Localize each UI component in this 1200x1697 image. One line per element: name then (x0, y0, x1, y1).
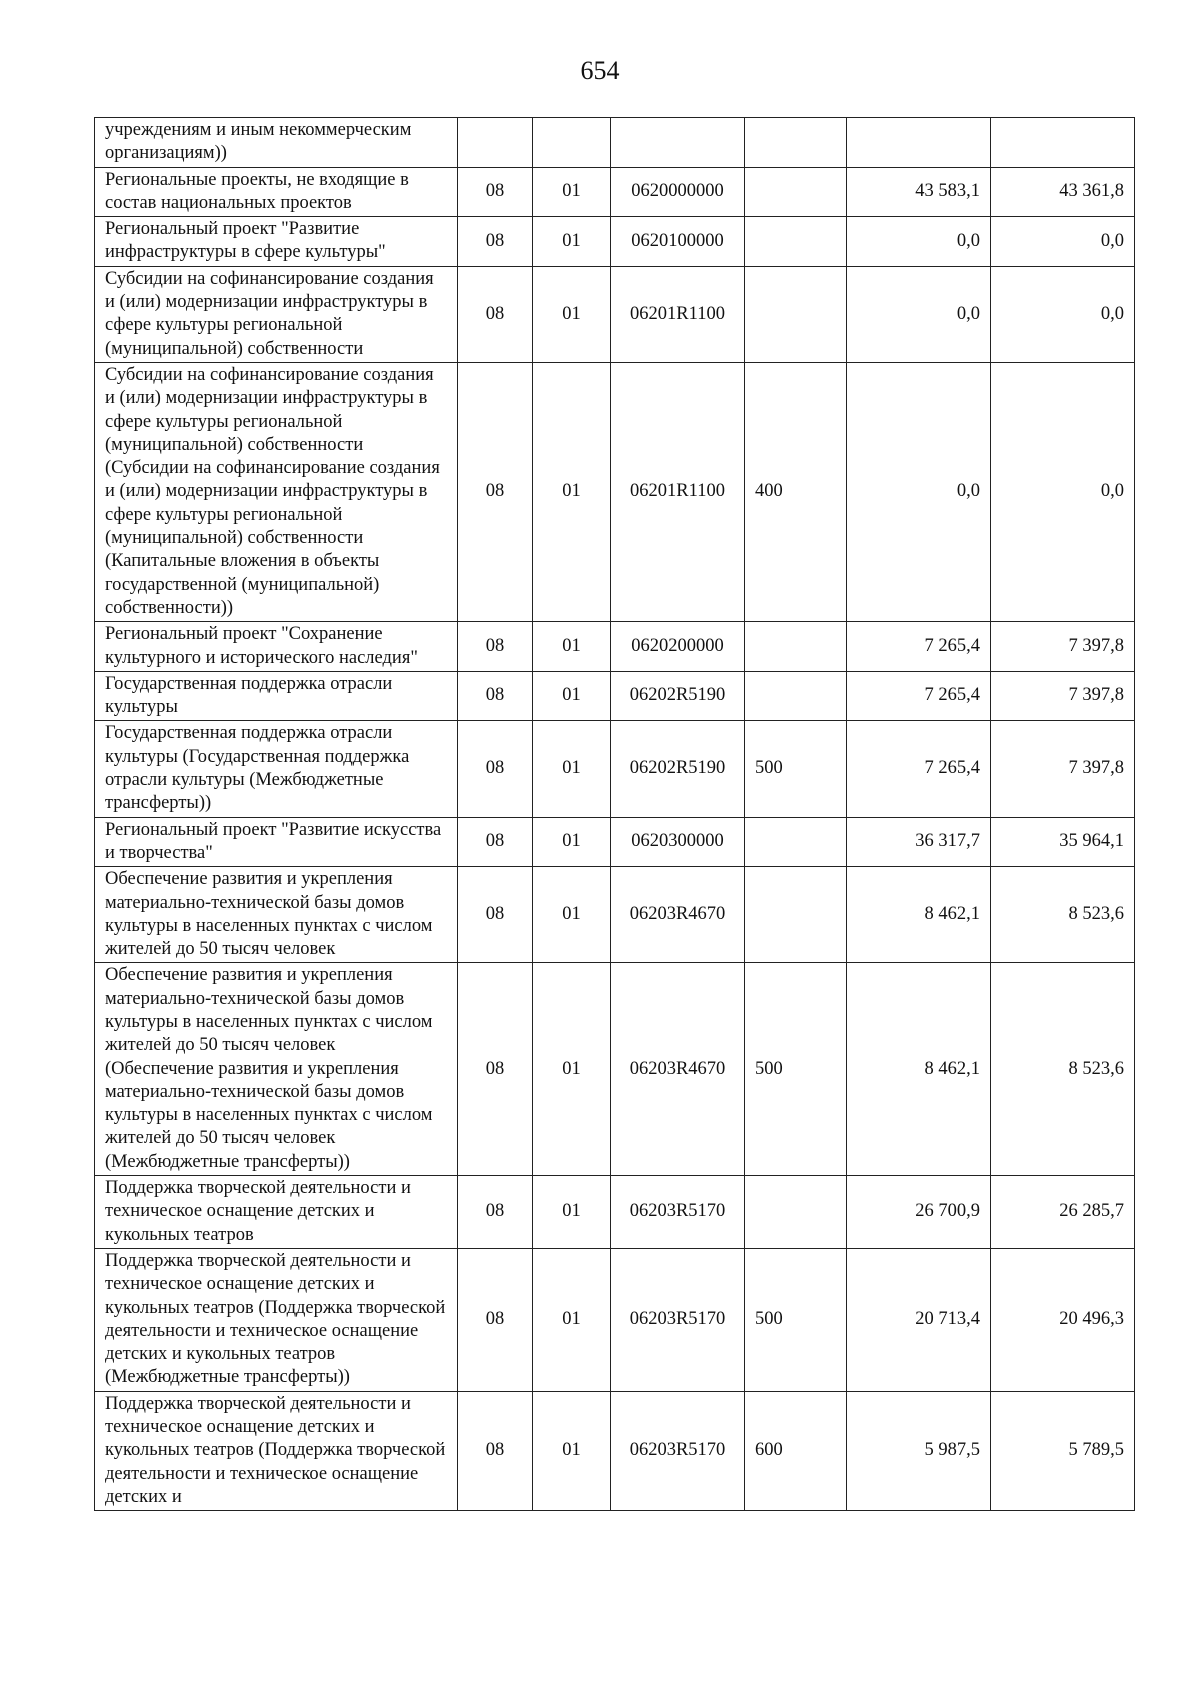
row-expense-type: 500 (745, 963, 847, 1176)
row-target-article: 06203R5170 (611, 1176, 745, 1249)
row-section: 08 (458, 1391, 533, 1510)
row-expense-type: 500 (745, 721, 847, 817)
row-name: Субсидии на софинансирование создания и (или) модернизации инфраструктуры в сфере культуры региональной (муниципальной) собственности (Субсидии на софинансирование создания и (или) модернизации инфраструктуры в сфере культуры региональной (муниципальной) собственности (Капитальные вложения в объекты государственной (муниципальной) собственности)) (95, 362, 458, 621)
row-section: 08 (458, 167, 533, 217)
table-row (95, 1248, 1135, 1391)
row-name: Региональные проекты, не входящие в состав национальных проектов (95, 167, 458, 217)
table-row (95, 266, 1135, 362)
row-amount-1: 7 265,4 (847, 622, 991, 672)
row-section: 08 (458, 963, 533, 1176)
table-row (95, 118, 1135, 168)
row-expense-type (745, 817, 847, 867)
row-target-article: 06203R4670 (611, 963, 745, 1176)
row-name: Региональный проект "Развитие инфраструктуры в сфере культуры" (95, 217, 458, 267)
table-row (95, 1391, 1135, 1510)
row-expense-type (745, 671, 847, 721)
row-amount-2: 0,0 (991, 362, 1135, 621)
row-amount-2: 8 523,6 (991, 963, 1135, 1176)
row-amount-2: 26 285,7 (991, 1176, 1135, 1249)
row-section: 08 (458, 867, 533, 963)
row-target-article: 06203R5170 (611, 1248, 745, 1391)
row-name: Поддержка творческой деятельности и техническое оснащение детских и кукольных театров (Поддержка творческой деятельности и техническое оснащение детских и (95, 1391, 458, 1510)
table-row (95, 167, 1135, 217)
row-expense-type (745, 217, 847, 267)
row-target-article: 0620200000 (611, 622, 745, 672)
table-row (95, 817, 1135, 867)
row-amount-2: 5 789,5 (991, 1391, 1135, 1510)
row-amount-2: 8 523,6 (991, 867, 1135, 963)
row-expense-type (745, 867, 847, 963)
row-amount-1: 7 265,4 (847, 671, 991, 721)
row-name: Государственная поддержка отрасли культуры (Государственная поддержка отрасли культуры (Межбюджетные трансферты)) (95, 721, 458, 817)
row-amount-2: 43 361,8 (991, 167, 1135, 217)
row-name: Поддержка творческой деятельности и техническое оснащение детских и кукольных театров (95, 1176, 458, 1249)
row-amount-1: 36 317,7 (847, 817, 991, 867)
row-name: Обеспечение развития и укрепления материально-технической базы домов культуры в населенных пунктах с числом жителей до 50 тысяч человек (95, 867, 458, 963)
row-section: 08 (458, 1176, 533, 1249)
table-row (95, 1176, 1135, 1249)
row-target-article: 06202R5190 (611, 721, 745, 817)
row-subsection: 01 (533, 963, 611, 1176)
row-amount-1: 43 583,1 (847, 167, 991, 217)
row-amount-1 (847, 118, 991, 168)
row-target-article: 0620300000 (611, 817, 745, 867)
row-section: 08 (458, 671, 533, 721)
row-subsection: 01 (533, 817, 611, 867)
row-subsection: 01 (533, 867, 611, 963)
row-section: 08 (458, 817, 533, 867)
row-target-article: 06201R1100 (611, 362, 745, 621)
row-expense-type (745, 118, 847, 168)
row-expense-type (745, 167, 847, 217)
row-amount-2: 20 496,3 (991, 1248, 1135, 1391)
row-expense-type: 500 (745, 1248, 847, 1391)
row-target-article (611, 118, 745, 168)
row-amount-1: 0,0 (847, 266, 991, 362)
row-amount-1: 0,0 (847, 362, 991, 621)
row-name: учреждениям и иным некоммерческим организациям)) (95, 118, 458, 168)
table-row (95, 721, 1135, 817)
table-row (95, 867, 1135, 963)
row-amount-2: 7 397,8 (991, 671, 1135, 721)
row-subsection: 01 (533, 1391, 611, 1510)
row-subsection: 01 (533, 362, 611, 621)
row-subsection: 01 (533, 167, 611, 217)
table-row (95, 671, 1135, 721)
row-subsection: 01 (533, 622, 611, 672)
row-section: 08 (458, 1248, 533, 1391)
row-subsection: 01 (533, 721, 611, 817)
row-target-article: 06203R4670 (611, 867, 745, 963)
row-amount-2: 7 397,8 (991, 721, 1135, 817)
row-target-article: 06202R5190 (611, 671, 745, 721)
row-expense-type (745, 622, 847, 672)
row-amount-2: 7 397,8 (991, 622, 1135, 672)
row-amount-2: 0,0 (991, 217, 1135, 267)
row-subsection: 01 (533, 671, 611, 721)
row-expense-type: 400 (745, 362, 847, 621)
row-name: Обеспечение развития и укрепления материально-технической базы домов культуры в населенных пунктах с числом жителей до 50 тысяч человек (Обеспечение развития и укрепления материально-технической базы домов культуры в населенных пунктах с числом жителей до 50 тысяч человек (Межбюджетные трансферты)) (95, 963, 458, 1176)
row-amount-1: 8 462,1 (847, 963, 991, 1176)
row-target-article: 06203R5170 (611, 1391, 745, 1510)
budget-table (94, 117, 1135, 1511)
row-section: 08 (458, 721, 533, 817)
row-target-article: 06201R1100 (611, 266, 745, 362)
row-section: 08 (458, 362, 533, 621)
table-row (95, 622, 1135, 672)
row-target-article: 0620100000 (611, 217, 745, 267)
row-name: Государственная поддержка отрасли культуры (95, 671, 458, 721)
row-subsection: 01 (533, 1248, 611, 1391)
row-section: 08 (458, 217, 533, 267)
table-row (95, 217, 1135, 267)
row-amount-2: 35 964,1 (991, 817, 1135, 867)
row-expense-type (745, 1176, 847, 1249)
row-target-article: 0620000000 (611, 167, 745, 217)
table-row (95, 963, 1135, 1176)
row-amount-1: 8 462,1 (847, 867, 991, 963)
row-subsection (533, 118, 611, 168)
row-amount-1: 20 713,4 (847, 1248, 991, 1391)
row-name: Региональный проект "Развитие искусства и творчества" (95, 817, 458, 867)
row-amount-1: 26 700,9 (847, 1176, 991, 1249)
row-section: 08 (458, 622, 533, 672)
row-amount-1: 7 265,4 (847, 721, 991, 817)
row-name: Субсидии на софинансирование создания и (или) модернизации инфраструктуры в сфере культуры региональной (муниципальной) собственности (95, 266, 458, 362)
row-amount-2: 0,0 (991, 266, 1135, 362)
row-expense-type (745, 266, 847, 362)
row-expense-type: 600 (745, 1391, 847, 1510)
row-section (458, 118, 533, 168)
row-section: 08 (458, 266, 533, 362)
row-amount-1: 0,0 (847, 217, 991, 267)
row-name: Региональный проект "Сохранение культурного и исторического наследия" (95, 622, 458, 672)
row-amount-2 (991, 118, 1135, 168)
row-subsection: 01 (533, 1176, 611, 1249)
row-name: Поддержка творческой деятельности и техническое оснащение детских и кукольных театров (Поддержка творческой деятельности и техническое оснащение детских и кукольных театров (Межбюджетные трансферты)) (95, 1248, 458, 1391)
row-subsection: 01 (533, 266, 611, 362)
table-row (95, 362, 1135, 621)
row-amount-1: 5 987,5 (847, 1391, 991, 1510)
page-number: 654 (580, 56, 620, 85)
row-subsection: 01 (533, 217, 611, 267)
